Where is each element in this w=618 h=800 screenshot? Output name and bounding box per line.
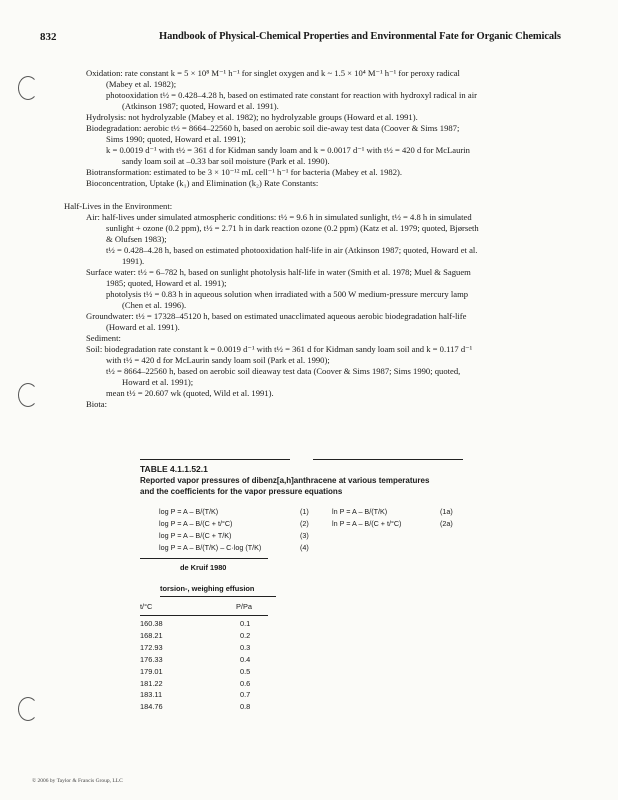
equation-number: (2) bbox=[300, 519, 309, 528]
section-heading: Half-Lives in the Environment: bbox=[64, 201, 173, 211]
text-line: Bioconcentration, Uptake (k₁) and Elimination (k₂) Rate Constants: bbox=[86, 178, 319, 188]
measurement-method: torsion-, weighing effusion bbox=[160, 584, 255, 593]
text-line: (Howard et al. 1991). bbox=[106, 322, 180, 332]
page-number: 832 bbox=[40, 31, 57, 43]
cell-temperature: 172.93 bbox=[140, 642, 163, 652]
cell-pressure: 0.2 bbox=[240, 630, 251, 640]
text-line: Biota: bbox=[86, 399, 108, 409]
equation: log P = A – B/(C + t/°C) bbox=[159, 519, 233, 528]
text-line: 1985; quoted, Howard et al. 1991); bbox=[106, 278, 227, 288]
text-line: t½ = 8664–22560 h, based on aerobic soil dieaway test data (Coover & Sims 1987; Sims 1990; quoted, bbox=[106, 366, 461, 376]
text-line: Air: half-lives under simulated atmospheric conditions: t½ = 9.6 h in simulated sunlight, t½ = 4.8 h in simulated bbox=[86, 212, 472, 222]
cell-pressure: 0.6 bbox=[240, 678, 251, 688]
cell-temperature: 183.11 bbox=[140, 690, 163, 700]
text-line: Biotransformation: estimated to be 3 × 10⁻¹² mL cell⁻¹ h⁻¹ for bacteria (Mabey et al. 1982). bbox=[86, 167, 403, 177]
running-title: Handbook of Physical-Chemical Properties and Environmental Fate for Organic Chemicals bbox=[159, 31, 561, 42]
text-line: Biodegradation: aerobic t½ = 8664–22560 h, based on aerobic soil die-away test data (Coover & Sims 1987; bbox=[86, 123, 460, 133]
equation-number: (1a) bbox=[440, 507, 453, 516]
text-line: k = 0.0019 d⁻¹ with t½ = 361 d for Kidman sandy loam and k = 0.0017 d⁻¹ with t½ = 420 d for McLaurin bbox=[106, 145, 470, 155]
text-line: (Atkinson 1987; quoted, Howard et al. 1991). bbox=[122, 101, 279, 111]
cell-pressure: 0.8 bbox=[240, 702, 251, 712]
text-line: Howard et al. 1991); bbox=[122, 377, 194, 387]
text-line: t½ = 0.428–4.28 h, based on estimated photooxidation half-life in air (Atkinson 1987; quoted, Howard et al. bbox=[106, 245, 478, 255]
table-caption: Reported vapor pressures of dibenz[a,h]anthracene at various temperatures bbox=[140, 476, 430, 485]
cell-pressure: 0.4 bbox=[240, 654, 251, 664]
cell-temperature: 168.21 bbox=[140, 630, 163, 640]
table-label: TABLE 4.1.1.52.1 bbox=[140, 464, 208, 474]
cell-temperature: 176.33 bbox=[140, 654, 163, 664]
text-line: (Chen et al. 1996). bbox=[122, 300, 187, 310]
cell-pressure: 0.5 bbox=[240, 666, 251, 676]
table-top-rule-right bbox=[313, 459, 463, 460]
punch-hole-bottom bbox=[18, 697, 38, 721]
text-line: & Olufsen 1983); bbox=[106, 234, 167, 244]
cell-pressure: 0.3 bbox=[240, 642, 251, 652]
text-line: (Mabey et al. 1982); bbox=[106, 79, 177, 89]
text-line: photolysis t½ = 0.83 h in aqueous solution when irradiated with a 500 W medium-pressure mercury lamp bbox=[106, 289, 469, 299]
punch-hole-top bbox=[18, 76, 38, 100]
text-line: 1991). bbox=[122, 256, 145, 266]
data-source: de Kruif 1980 bbox=[180, 563, 227, 572]
equation-number: (1) bbox=[300, 507, 309, 516]
cell-temperature: 181.22 bbox=[140, 678, 163, 688]
text-line: mean t½ = 20.607 wk (quoted, Wild et al. 1991). bbox=[106, 388, 274, 398]
text-line: with t½ = 420 d for McLaurin sandy loam soil (Park et al. 1990); bbox=[106, 355, 330, 365]
table-caption: and the coefficients for the vapor pressure equations bbox=[140, 487, 343, 496]
equation: ln P = A – B/(T/K) bbox=[332, 507, 388, 516]
column-header-temperature: t/°C bbox=[140, 602, 153, 611]
table-header-rule bbox=[140, 615, 268, 616]
column-header-pressure: P/Pa bbox=[236, 602, 253, 611]
equation-number: (4) bbox=[300, 543, 309, 552]
cell-temperature: 160.38 bbox=[140, 619, 163, 628]
text-line: Groundwater: t½ = 17328–45120 h, based on estimated unacclimated aqueous aerobic biodegradation half-life bbox=[86, 311, 467, 321]
text-line: Sediment: bbox=[86, 333, 121, 343]
equation: ln P = A – B/(C + t/°C) bbox=[332, 519, 402, 528]
punch-hole-middle bbox=[18, 383, 38, 407]
cell-pressure: 0.1 bbox=[240, 619, 251, 628]
copyright-footer: © 2006 by Taylor & Francis Group, LLC bbox=[32, 778, 123, 784]
equation: log P = A – B/(T/K) bbox=[159, 507, 219, 516]
cell-temperature: 184.76 bbox=[140, 702, 163, 712]
equation-number: (3) bbox=[300, 531, 309, 540]
text-line: Sims 1990; quoted, Howard et al. 1991); bbox=[106, 134, 246, 144]
table-method-rule bbox=[160, 596, 276, 597]
equation: log P = A – B/(T/K) – C·log (T/K) bbox=[159, 543, 262, 552]
text-line: sunlight + ozone (0.2 ppm), t½ = 2.71 h in dark reaction ozone (0.2 ppm) (Katz et al. 1979; quoted, Bjørseth bbox=[106, 223, 479, 233]
equation-number: (2a) bbox=[440, 519, 453, 528]
cell-pressure: 0.7 bbox=[240, 690, 251, 700]
text-line: Soil: biodegradation rate constant k = 0.0019 d⁻¹ with t½ = 361 d for Kidman sandy loam soil and k = 0.117 d⁻¹ bbox=[86, 344, 473, 354]
text-line: Hydrolysis: not hydrolyzable (Mabey et al. 1982); no hydrolyzable groups (Howard et al. 1991). bbox=[86, 112, 418, 122]
text-line: photooxidation t½ = 0.428–4.28 h, based on estimated rate constant for reaction with hydroxyl radical in air bbox=[106, 90, 477, 100]
table-top-rule-left bbox=[140, 459, 290, 460]
equation: log P = A – B/(C + T/K) bbox=[159, 531, 232, 540]
text-line: Oxidation: rate constant k = 5 × 10⁸ M⁻¹ h⁻¹ for singlet oxygen and k ~ 1.5 × 10⁴ M⁻¹ h⁻¹ for peroxy radical bbox=[86, 68, 460, 78]
table-section-rule bbox=[140, 558, 268, 559]
text-line: Surface water: t½ = 6–782 h, based on sunlight photolysis half-life in water (Smith et al. 1978; Muel & Saguem bbox=[86, 267, 471, 277]
text-line: sandy loam soil at –0.33 bar soil moisture (Park et al. 1990). bbox=[122, 156, 330, 166]
cell-temperature: 179.01 bbox=[140, 666, 163, 676]
